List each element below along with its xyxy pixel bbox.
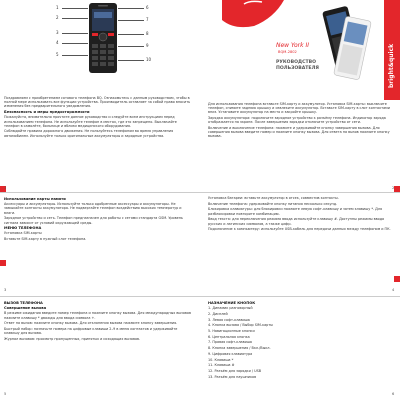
button-list-item: 5. Навигационные кнопки [208,329,255,334]
button-list-item: 3. Левая софт-клавиша [208,317,250,322]
button-list-item: 7. Правая софт-клавиша [208,340,252,345]
callout-number: 9 [146,43,149,48]
calls-paragraph: Быстрый набор: назначьте номера на цифровые клавиши 2–9 в меню контактов и удерживайте клавишу для вызова. [4,327,178,336]
cover-brand: bright&quick [388,43,395,88]
button-list-item: 2. Дисплей [208,311,228,316]
accessories-paragraph: Аксессуары и аккумуляторы. Используйте только одобренные аксессуары и аккумуляторы. Не замыкайте контакты аккумулятора. Не подвергайте телефон воздействию высоких температур и влаги. [4,202,182,215]
usage-paragraph: Блокировка клавиатуры: для блокировки нажмите левую софт-клавишу и затем клавишу *. Для разблокировки повторите комбинацию. [208,207,383,216]
callout-number: 2 [56,15,59,20]
callout-number: 8 [146,31,149,36]
calls-subheading: Совершение вызова [4,306,47,311]
phone-menu-heading: МЕНЮ ТЕЛЕФОНА [4,226,42,231]
button-list-item: 13. Разъём для наушников [208,374,257,379]
callout-number: 6 [146,5,149,10]
cover-title-line2: ПОЛЬЗОВАТЕЛЯ [276,66,319,71]
calls-section [4,300,192,343]
setup-paragraph: Включение и выключение телефона: нажмите и удерживайте кнопку завершения вызова. Для совершения вызова введите номер и нажмите кнопку вызова. Для ответа на вызов нажмите кнопку вызова. [208,126,390,139]
page-corner-mark [0,260,6,266]
phone-diagram [88,2,118,74]
intro-section [4,96,192,139]
memory-card-heading: Использование карты памяти [4,197,66,201]
button-list-item: 1. Динамик разговорный [208,306,253,311]
setup-paragraph: Зарядка аккумулятора: подключите зарядное устройство к разъёму телефона. Индикатор заряда отображается на экране. После завершения зарядки отключите устройство от сети. [208,116,386,125]
usage-paragraph: Ввод текста: для переключения режима ввода используйте клавишу #. Доступны режимы ввода русских и латинских символов, а также цифр. [208,217,385,226]
usage-section [208,196,396,233]
callout-number: 7 [146,17,149,22]
safety-heading: Безопасность и меры предосторожности [4,110,90,115]
page-corner-mark [394,276,400,282]
button-list-item: 10. Клавиша * [208,357,234,362]
button-list-item: 6. Центральная кнопка [208,334,250,339]
usage-paragraph: Включение телефона: удерживайте кнопку питания несколько секунд. [208,201,338,206]
setup-section [208,102,396,140]
safety-paragraph: Пожалуйста, внимательно прочтите данное руководство и следуйте всем инструкциям перед использованием телефона. Не используйте телефон в местах, где это запрещено. Выключайте телефон в самолёте, больнице и вблизи медицинского оборудования. [4,115,177,128]
button-list-item: 11. Клавиша # [208,363,235,368]
menu-line: Установка SIM-карты [4,231,42,236]
button-list [208,306,396,379]
page-number: 1 [4,186,7,190]
usage-paragraph: Подключение к компьютеру: используйте USB-кабель для передачи данных между телефоном и ПК. [208,227,391,232]
button-list-item: 4. Кнопка вызова / Выбор SIM-карты [208,323,273,328]
manual-cover [204,0,400,100]
accessories-section [4,196,192,243]
buttons-heading: НАЗНАЧЕНИЕ КНОПОК [208,301,256,305]
accessories-paragraph: Зарядное устройство и сеть. Телефон предназначен для работы с сетями стандарта GSM. Уровень сигнала зависит от условий окружающей среды. [4,216,183,225]
buttons-section [208,300,396,380]
intro-paragraph: Поздравляем с приобретением сотового телефона BQ. Ознакомьтесь с данным руководством, чтобы в полной мере использовать все функции устройства. Производитель оставляет за собой право вносить изменения без предварительного уведомления. [4,96,191,109]
page-number: 6 [392,392,395,396]
calls-paragraph: Журнал вызовов: просмотр пропущенных, принятых и исходящих вызовов. [4,336,141,341]
page-number: 2 [392,186,395,190]
callout-number: 3 [56,30,59,35]
callout-number: 1 [56,5,59,10]
calls-paragraph: В режиме ожидания введите номер телефона и нажмите кнопку вызова. Для международных вызовов нажмите клавишу * дважды для ввода символа +. [4,311,191,320]
menu-line: Вставьте SIM-карту в нужный слот телефона. [4,237,87,242]
cover-artwork [204,0,400,100]
calls-paragraph: Ответ на вызов: нажмите кнопку вызова. Для отклонения вызова нажмите кнопку завершения. [4,321,178,326]
page-number: 4 [392,288,395,292]
button-list-item: 12. Разъём для зарядки / USB [208,368,262,373]
safety-paragraph: Соблюдайте правила дорожного движения. Не пользуйтесь телефоном во время управления автомобилем. Используйте только оригинальные аккумуляторы и зарядные устройства. [4,129,174,138]
page-divider [0,192,400,193]
phone-front-illustration [88,2,118,74]
callout-number: 10 [146,57,152,62]
button-list-item: 9. Цифровая клавиатура [208,351,253,356]
cover-title-line1: РУКОВОДСТВО [276,60,316,65]
cover-model: New York II [276,42,310,49]
page-number: 5 [4,392,7,396]
calls-heading: ВЫЗОВ ТЕЛЕФОНА [4,301,43,305]
callout-number: 5 [56,52,59,57]
page-number: 3 [4,288,7,292]
page-divider [0,296,400,297]
usage-paragraph: Установка батареи: вставьте аккумулятор в отсек, совместив контакты. [208,196,339,200]
setup-paragraph: Для использования телефона вставьте SIM-карту и аккумулятор. Установка SIM-карты: выключите телефон, снимите заднюю крышку и извлеките аккумулятор. Вставьте SIM-карту в слот контактами вниз. Установите аккумулятор на место и закройте крышку. [208,102,390,115]
page-corner-mark [394,186,400,192]
cover-model-sub: BQM-2802 [278,50,297,54]
button-list-item: 8. Кнопка завершения / Вкл./Выкл. [208,346,271,351]
callout-number: 4 [56,40,59,45]
